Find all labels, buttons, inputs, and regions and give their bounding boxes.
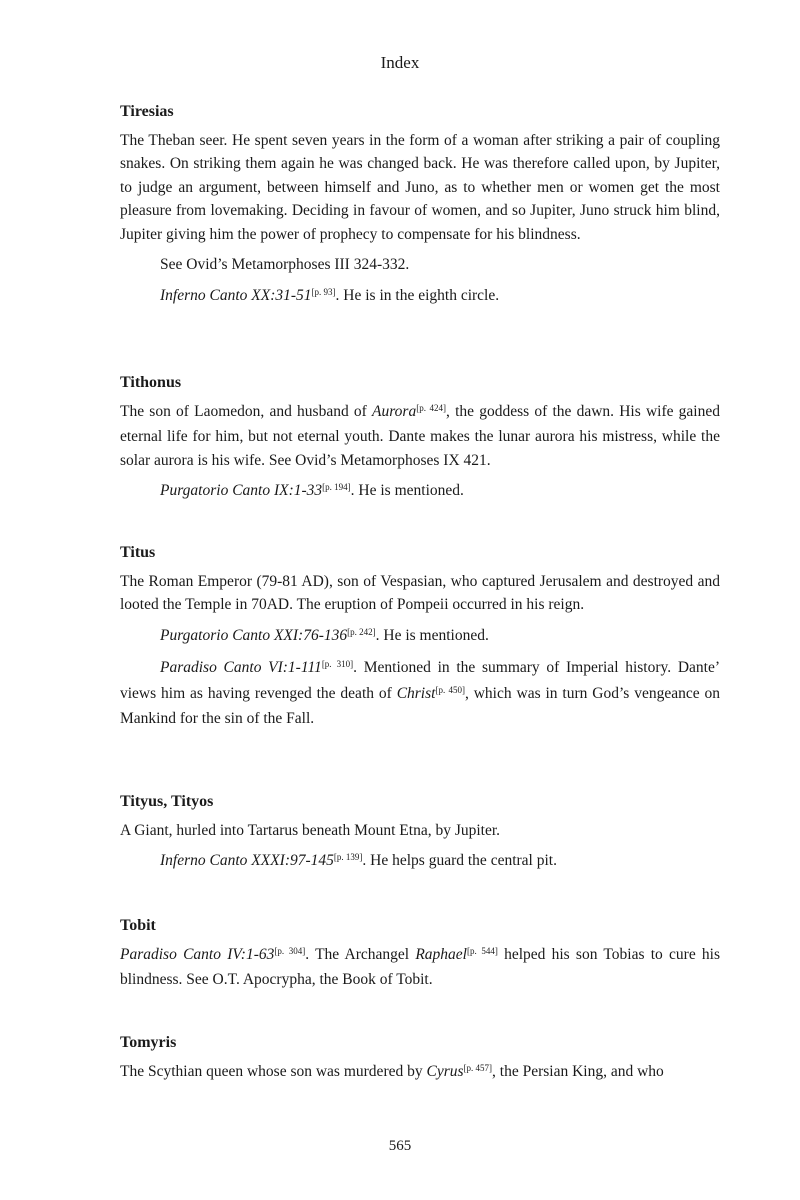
canto-reference [120,656,720,731]
see-also-text: See Ovid’s Metamorphoses III 324-332. [160,256,410,273]
canto-reference [120,479,720,505]
entry-description: The Roman Emperor (79-81 AD), son of Vespasian, who captured Jerusalem and destroyed and looted the Temple in 70AD. The eruption of Pompeii occurred in his reign. [120,572,720,613]
description-text: , the Persian King, and who [492,1062,664,1080]
entry-description: A Giant, hurled into Tartarus beneath Mount Etna, by Jupiter. [120,821,501,839]
canto-link[interactable]: Purgatorio Canto XXI:76-136 [160,626,348,644]
cross-reference-link[interactable]: Raphael [415,945,467,963]
entry-title: Tityus, Tityos [120,793,214,810]
page-number: 565 [388,1138,412,1154]
page-reference[interactable]: [p. 424] [416,402,447,413]
canto-link[interactable]: Purgatorio Canto IX:1-33 [160,482,323,499]
page-reference[interactable]: [p. 139] [333,852,363,862]
description-text: The son of Laomedon, and husband of [120,402,372,420]
entry-title: Tomyris [120,1034,177,1051]
entry-tobit [120,914,720,992]
page-reference[interactable]: [p. 310] [321,659,354,669]
cross-reference-link[interactable]: Christ [396,684,436,702]
entry-tiresias [120,100,720,309]
canto-link[interactable]: Inferno Canto XX:31-51 [160,286,312,304]
entry-description [120,1060,720,1086]
entry-description: The Theban seer. He spent seven years in the form of a woman after striking a pair of coupling snakes. On striking them again he was changed back. He was therefore called upon, by Jupiter, to judge an argument, between himself and Juno, as to whether men or women get the most pleasure from lovemaking. Deciding in favour of women, and so Jupiter, Juno struck him blind, Jupiter giving him the power of prophecy to compensate for his blindness. [120,131,720,243]
canto-link[interactable]: Paradiso Canto VI:1-111 [160,659,322,676]
canto-reference [120,284,720,310]
reference-note: . Mentioned in the summary of Imperial history. Dante’ views him as having revenged the death of [120,659,721,702]
reference-note: . He is in the eighth circle. [335,286,500,304]
page-reference[interactable]: [p. 304] [274,945,306,956]
reference-note: . He is mentioned. [375,626,489,644]
description-text: . The Archangel [305,945,416,963]
reference-note: , which was in turn God’s vengeance on Mankind for the sin of the Fall. [120,684,720,727]
canto-reference [120,624,720,650]
entry-title: Tithonus [120,374,182,391]
entry-tomyris [120,1031,720,1085]
entry-tithonus [120,371,720,505]
page-reference[interactable]: [p. 93] [311,286,336,297]
entry-title: Tiresias [120,103,174,120]
description-text: The Scythian queen whose son was murdered by [120,1062,427,1080]
entry-titus [120,541,720,731]
page-reference[interactable]: [p. 457] [463,1062,493,1073]
page-reference[interactable]: [p. 450] [435,684,465,695]
canto-link[interactable]: Inferno Canto XXXI:97-145 [160,852,334,869]
entry-title: Tobit [120,917,156,934]
page-reference[interactable]: [p. 242] [347,626,376,637]
entry-description [120,943,720,992]
entry-title: Titus [120,544,156,561]
entry-description [120,400,720,473]
running-header: Index [380,53,420,72]
entry-tityus [120,790,720,875]
canto-link[interactable]: Paradiso Canto IV:1-63 [120,945,275,963]
description-text: , the goddess of the dawn. His wife gained eternal life for him, but not eternal youth. Dante makes the lunar aurora his mistress, while the solar aurora is his wife. See Ovid’s Metamorphoses IX 421. [120,402,720,469]
description-text: helped his son Tobias to cure his blindness. See O.T. Apocrypha, the Book of Tobit. [120,945,721,988]
reference-note: . He helps guard the central pit. [362,852,557,869]
cross-reference-link[interactable]: Cyrus [426,1062,464,1080]
page-reference[interactable]: [p. 544] [466,945,498,956]
reference-note: . He is mentioned. [350,482,464,499]
page-reference[interactable]: [p. 194] [322,482,351,492]
canto-reference [120,849,720,875]
cross-reference-link[interactable]: Aurora [372,402,417,420]
